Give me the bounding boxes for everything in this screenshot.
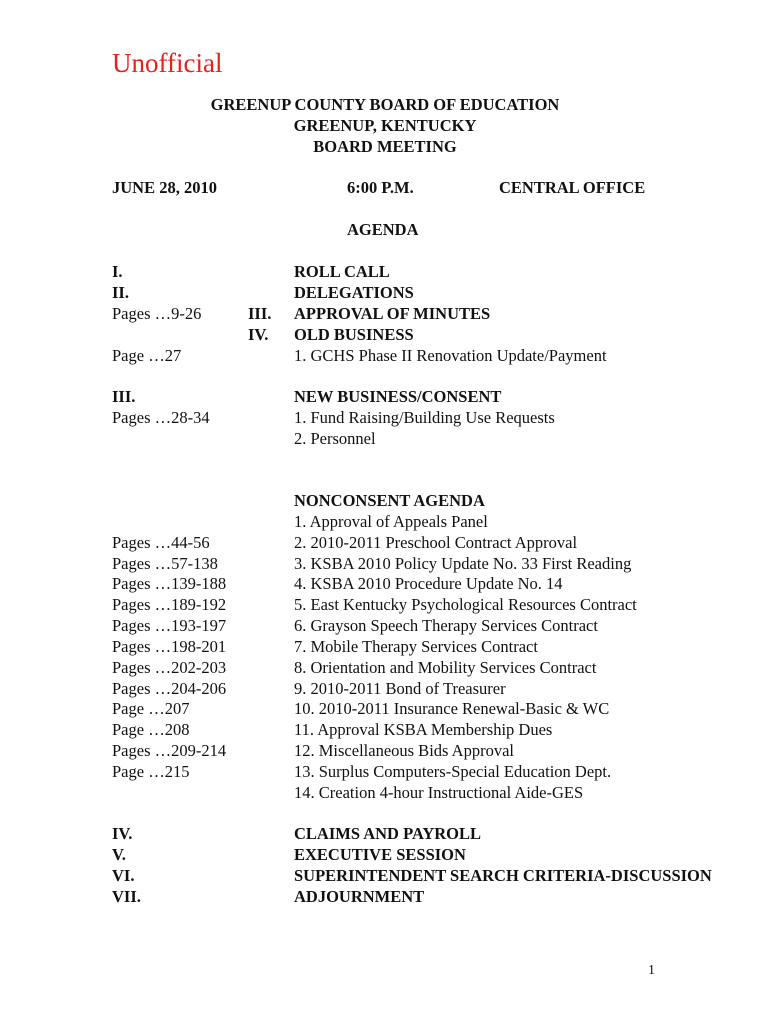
nonconsent-pages-ref: Pages …193-197 [112,616,227,635]
nonconsent-item: 9. 2010-2011 Bond of Treasurer [294,679,506,698]
nonconsent-item: 14. Creation 4-hour Instructional Aide-GES [294,783,584,802]
nonconsent-item: 7. Mobile Therapy Services Contract [294,637,538,656]
new-business-pages-ref: Pages …28-34 [112,408,210,427]
nonconsent-item: 5. East Kentucky Psychological Resources Contract [294,595,637,614]
new-business-numeral: III. [112,387,136,406]
nonconsent-pages-ref: Pages …209-214 [112,741,227,760]
header-line-3: BOARD MEETING [313,137,457,156]
header-line-1: GREENUP COUNTY BOARD OF EDUCATION [210,95,560,114]
agenda-title: AGENDA [347,220,419,239]
item-old-business: OLD BUSINESS [294,325,414,344]
item-numeral-ii: II. [112,283,129,302]
meeting-location: CENTRAL OFFICE [499,178,646,197]
nonconsent-pages-ref: Pages …198-201 [112,637,227,656]
item-executive-session: EXECUTIVE SESSION [294,845,466,864]
new-business-item: 1. Fund Raising/Building Use Requests [294,408,555,427]
minutes-pages-ref: Pages …9-26 [112,304,202,323]
nonconsent-pages-ref: Page …208 [112,720,190,739]
nonconsent-pages-ref: Pages …189-192 [112,595,227,614]
item-numeral-vii: VII. [112,887,141,906]
nonconsent-item: 13. Surplus Computers-Special Education Dept. [294,762,612,781]
old-business-pages-ref: Page …27 [112,346,182,365]
item-roll-call: ROLL CALL [294,262,390,281]
old-business-item-1: 1. GCHS Phase II Renovation Update/Payment [294,346,607,365]
item-numeral-v: V. [112,845,126,864]
new-business-item: 2. Personnel [294,429,376,448]
new-business-title: NEW BUSINESS/CONSENT [294,387,502,406]
item-superintendent-search: SUPERINTENDENT SEARCH CRITERIA-DISCUSSION [294,866,712,885]
nonconsent-item: 12. Miscellaneous Bids Approval [294,741,514,760]
header-line-2: GREENUP, KENTUCKY [293,116,477,135]
nonconsent-pages-ref: Page …207 [112,699,190,718]
nonconsent-item: 1. Approval of Appeals Panel [294,512,488,531]
meeting-date: JUNE 28, 2010 [112,178,217,197]
nonconsent-pages-ref: Pages …44-56 [112,533,210,552]
item-delegations: DELEGATIONS [294,283,414,302]
nonconsent-pages-ref: Pages …139-188 [112,574,227,593]
item-adjournment: ADJOURNMENT [294,887,425,906]
item-numeral-iv: IV. [248,325,269,344]
item-numeral-vi: VI. [112,866,135,885]
nonconsent-pages-ref: Pages …202-203 [112,658,227,677]
page-number: 1 [648,963,655,978]
nonconsent-item: 6. Grayson Speech Therapy Services Contract [294,616,598,635]
nonconsent-pages-ref: Pages …57-138 [112,554,218,573]
nonconsent-item: 8. Orientation and Mobility Services Contract [294,658,597,677]
nonconsent-item: 11. Approval KSBA Membership Dues [294,720,553,739]
meeting-time: 6:00 P.M. [347,178,414,197]
nonconsent-pages-ref: Pages …204-206 [112,679,227,698]
item-approval-of-minutes: APPROVAL OF MINUTES [294,304,491,323]
nonconsent-item: 10. 2010-2011 Insurance Renewal-Basic & WC [294,699,610,718]
nonconsent-title: NONCONSENT AGENDA [294,491,485,510]
item-claims-and-payroll: CLAIMS AND PAYROLL [294,824,482,843]
nonconsent-item: 2. 2010-2011 Preschool Contract Approval [294,533,578,552]
item-numeral-i: I. [112,262,123,281]
nonconsent-item: 3. KSBA 2010 Policy Update No. 33 First Reading [294,554,632,573]
item-numeral-iv-final: IV. [112,824,133,843]
nonconsent-item: 4. KSBA 2010 Procedure Update No. 14 [294,574,563,593]
unofficial-watermark: Unofficial [112,48,223,78]
item-numeral-iii: III. [248,304,272,323]
nonconsent-pages-ref: Page …215 [112,762,190,781]
